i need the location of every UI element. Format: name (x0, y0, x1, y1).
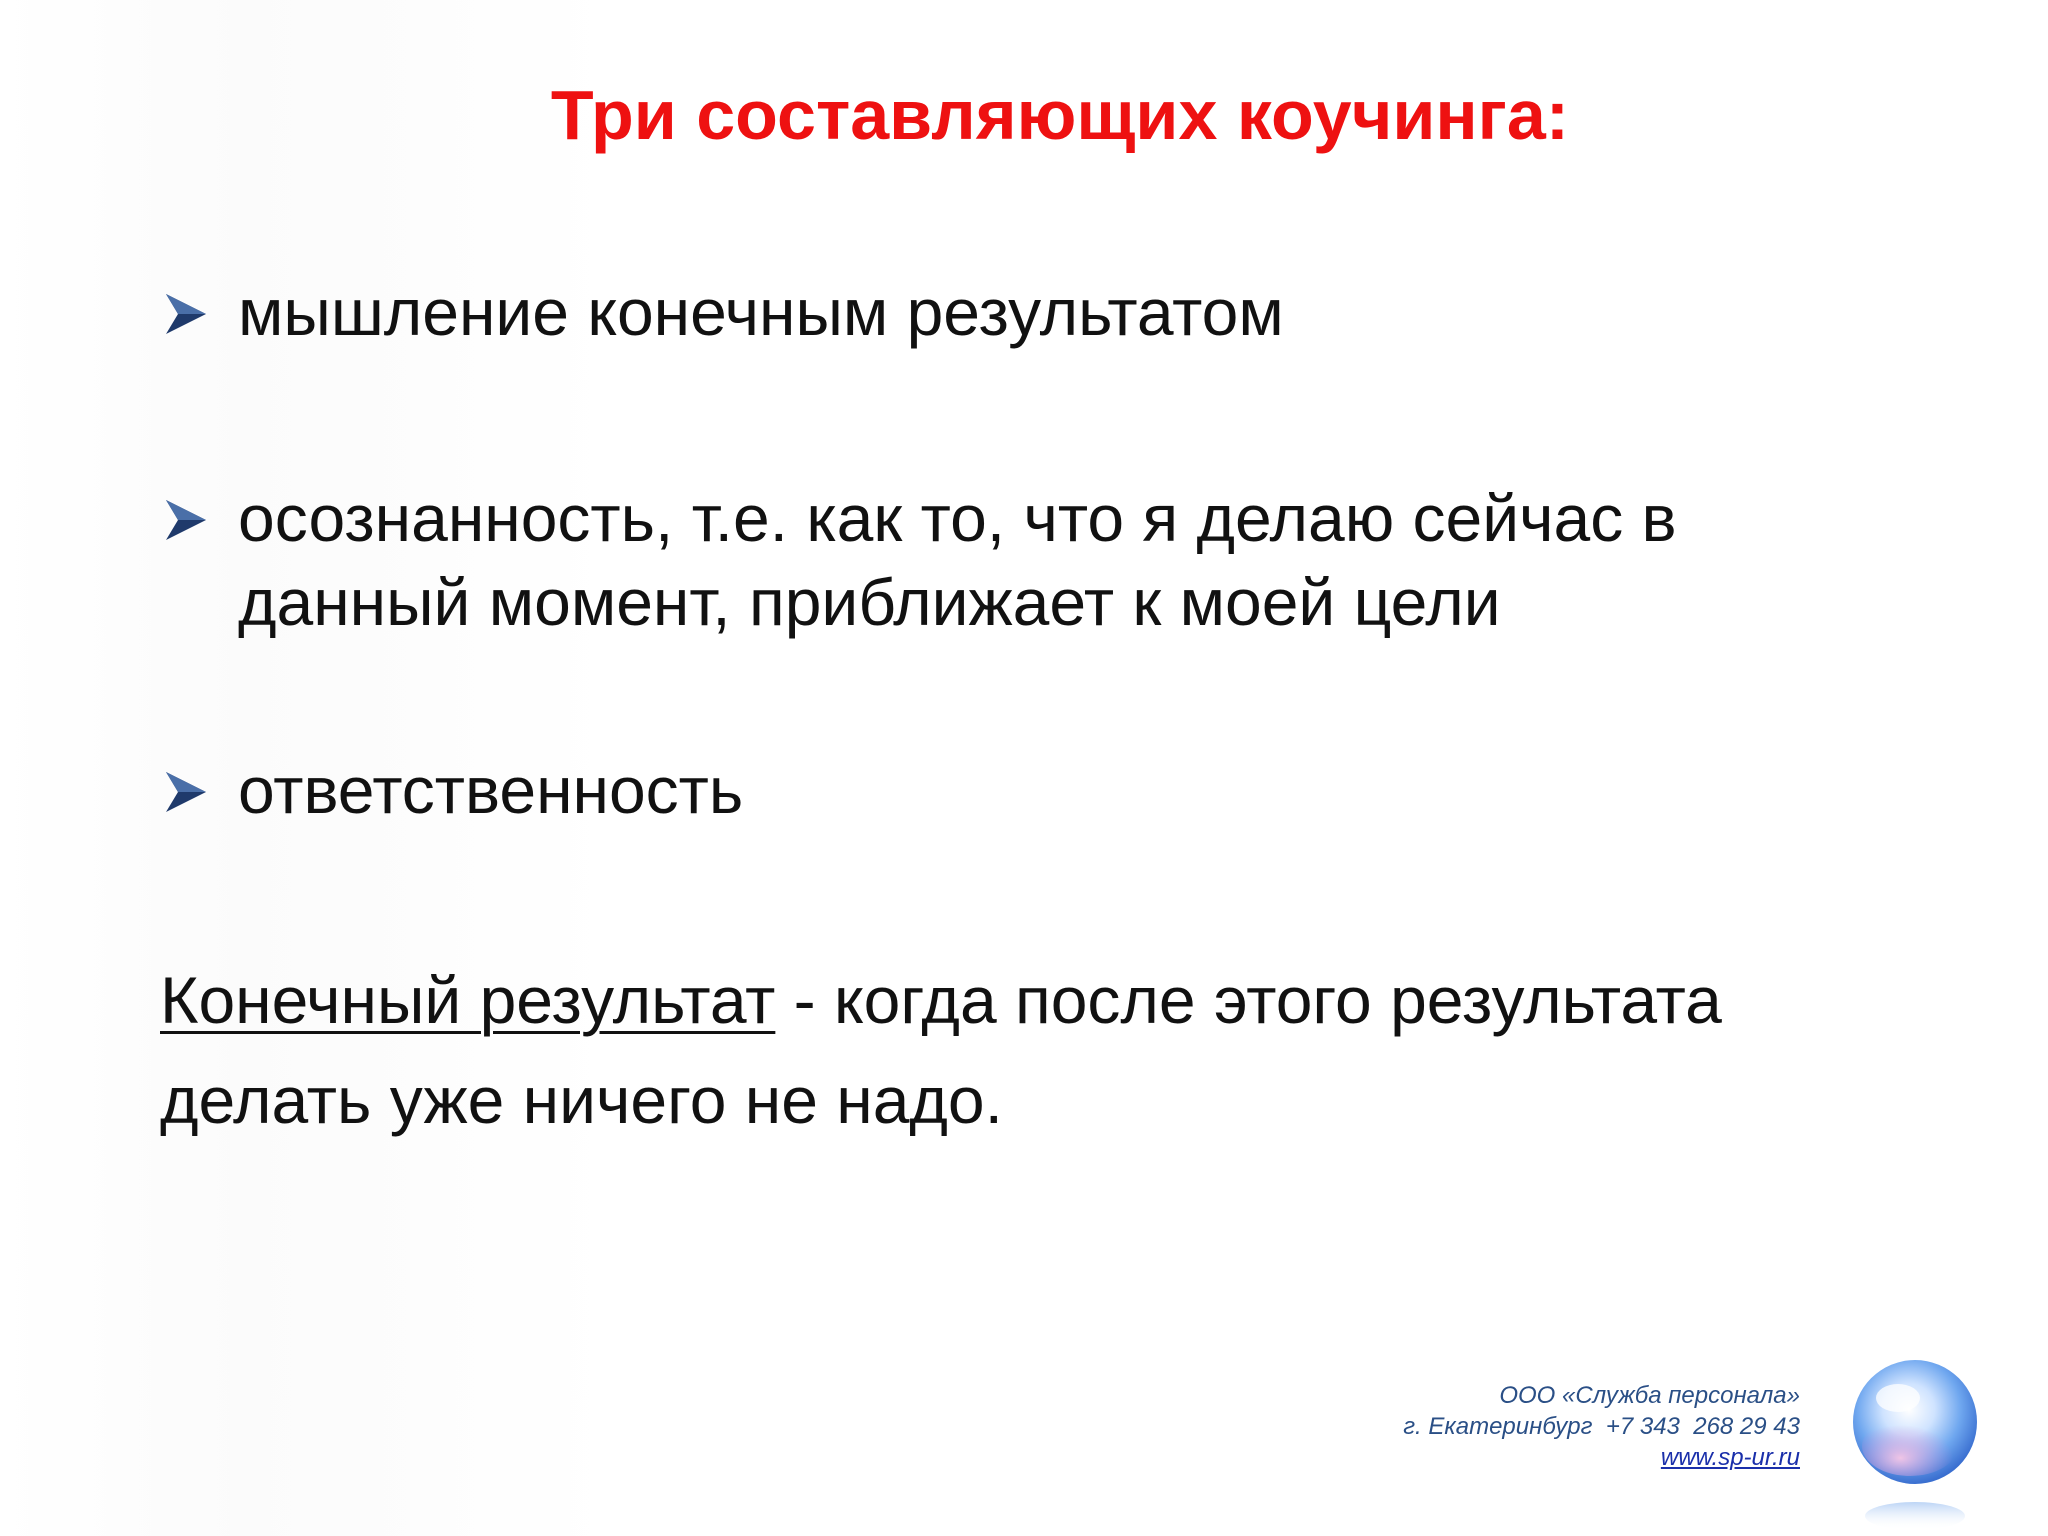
definition-term: Конечный результат (160, 963, 776, 1037)
footer-contacts (1040, 1380, 1800, 1473)
arrowhead-bullet-icon (164, 292, 208, 336)
company-sphere-logo-icon (1840, 1350, 1990, 1536)
slide-title: Три составляющих коучинга: (550, 76, 1570, 154)
definition-text: - когда после этого результата делать уже ничего не надо. (160, 963, 1722, 1137)
footer-company: ООО «Служба персонала» (1499, 1382, 1800, 1409)
arrowhead-bullet-icon (164, 770, 208, 814)
bullet-text: осознанность, т.е. как то, что я делаю сейчас в данный момент, приближает к моей цели (238, 481, 1677, 639)
arrowhead-bullet-icon (164, 498, 208, 542)
definition-paragraph (160, 950, 1860, 1150)
website-link[interactable]: www.sp-ur.ru (1660, 1444, 1800, 1471)
footer-contact: г. Екатеринбург +7 343 268 29 43 (1403, 1413, 1800, 1440)
bullet-text: мышление конечным результатом (238, 275, 1284, 349)
bullet-text: ответственность (238, 753, 744, 827)
